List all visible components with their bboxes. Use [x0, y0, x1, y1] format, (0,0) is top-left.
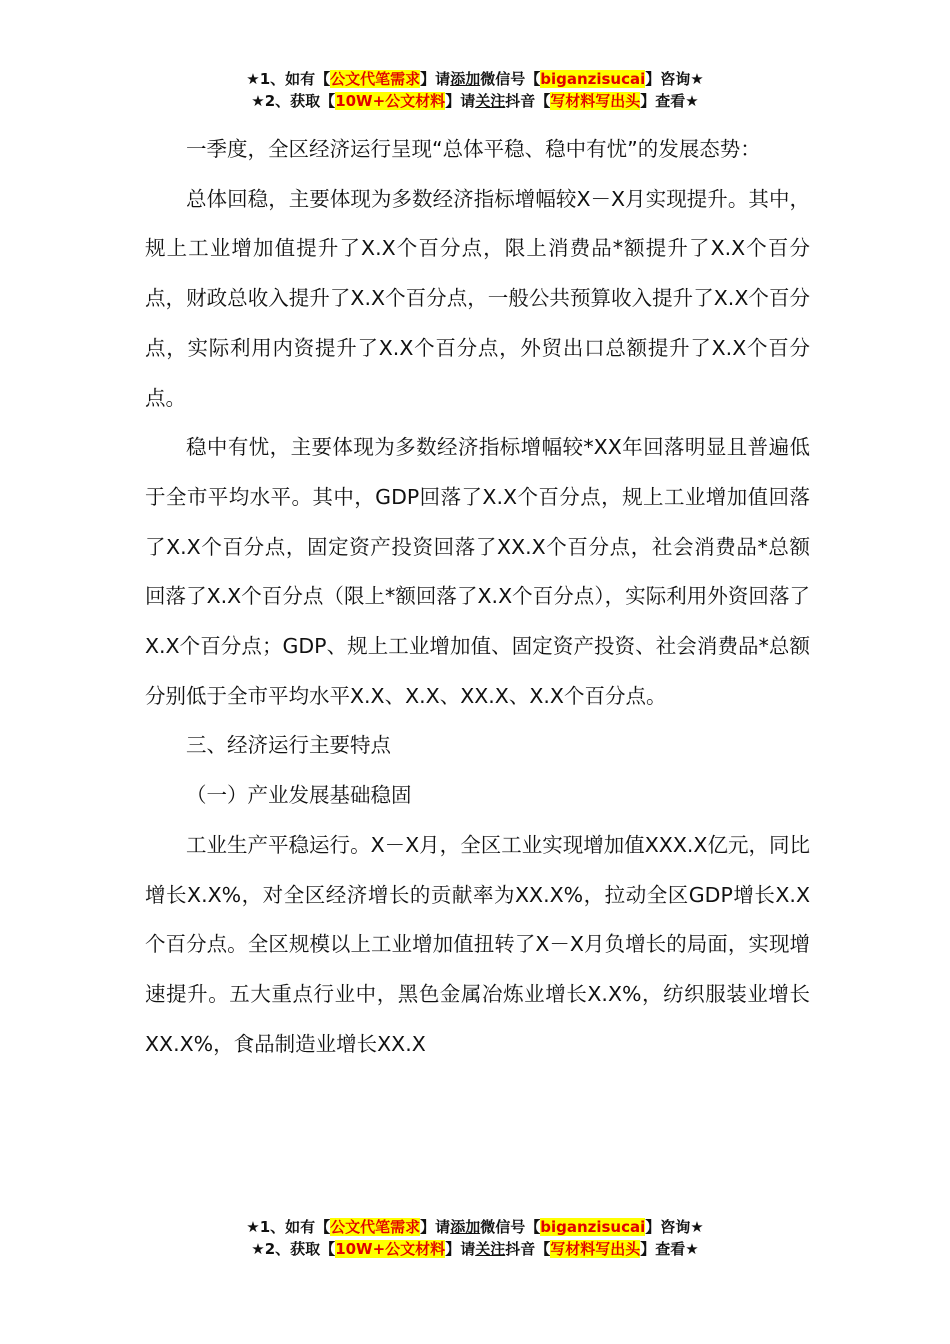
paragraph-industry: 工业生产平稳运行。X－X月，全区工业实现增加值XXX.X亿元，同比增长X.X%，对全区经济增长的贡献率为XX.X%，拉动全区GDP增长X.X个百分点。全区规模以上工业增加值扭转了X－X月负增长的局面，实现增速提升。五大重点行业中，黑色金属冶炼业增长X.X%，纺织服装业增长XX.X%，食品制造业增长XX.X: [145, 832, 810, 1056]
document-body: [145, 125, 810, 1069]
highlight-text: 10W+公文材料: [335, 1240, 446, 1258]
promo-banner-bottom: [0, 1216, 950, 1260]
paragraph-overall-stable: 总体回稳，主要体现为多数经济指标增幅较X－X月实现提升。其中，规上工业增加值提升了X.X个百分点，限上消费品*额提升了X.X个百分点，财政总收入提升了X.X个百分点，一般公共预算收入提升了X.X个百分点，实际利用内资提升了X.X个百分点，外贸出口总额提升了X.X个百分点。: [145, 186, 810, 410]
highlight-text: 公文代笔需求: [330, 1218, 421, 1236]
underlined-text: 添加: [450, 70, 481, 88]
highlight-text: 10W+公文材料: [335, 92, 446, 110]
douyin-account: 写材料写出头: [550, 92, 641, 110]
underlined-text: 关注: [475, 92, 506, 110]
promo-banner-top: [0, 68, 950, 112]
promo-line-1: ★1、如有【公文代笔需求】请添加微信号【biganzisucai】咨询★: [246, 1218, 704, 1236]
promo-line-2: ★2、获取【10W+公文材料】请关注抖音【写材料写出头】查看★: [251, 1240, 699, 1258]
douyin-account: 写材料写出头: [550, 1240, 641, 1258]
wechat-id: biganzisucai: [540, 70, 646, 88]
paragraph-intro: 一季度，全区经济运行呈现“总体平稳、稳中有忧”的发展态势：: [186, 137, 761, 161]
wechat-id: biganzisucai: [540, 1218, 646, 1236]
highlight-text: 公文代笔需求: [330, 70, 421, 88]
underlined-text: 添加: [450, 1218, 481, 1236]
section-heading: 三、经济运行主要特点: [186, 733, 391, 758]
subsection-heading: （一）产业发展基础稳固: [186, 783, 412, 808]
promo-line-2: ★2、获取【10W+公文材料】请关注抖音【写材料写出头】查看★: [251, 92, 699, 110]
underlined-text: 关注: [475, 1240, 506, 1258]
paragraph-concerns: 稳中有忧，主要体现为多数经济指标增幅较*XX年回落明显且普遍低于全市平均水平。其中，GDP回落了X.X个百分点，规上工业增加值回落了X.X个百分点，固定资产投资回落了XX.X个百分点，社会消费品*总额回落了X.X个百分点（限上*额回落了X.X个百分点），实际利用外资回落了X.X个百分点；GDP、规上工业增加值、固定资产投资、社会消费品*总额分别低于全市平均水平X.X、X.X、XX.X、X.X个百分点。: [145, 435, 810, 708]
promo-line-1: ★1、如有【公文代笔需求】请添加微信号【biganzisucai】咨询★: [246, 70, 704, 88]
